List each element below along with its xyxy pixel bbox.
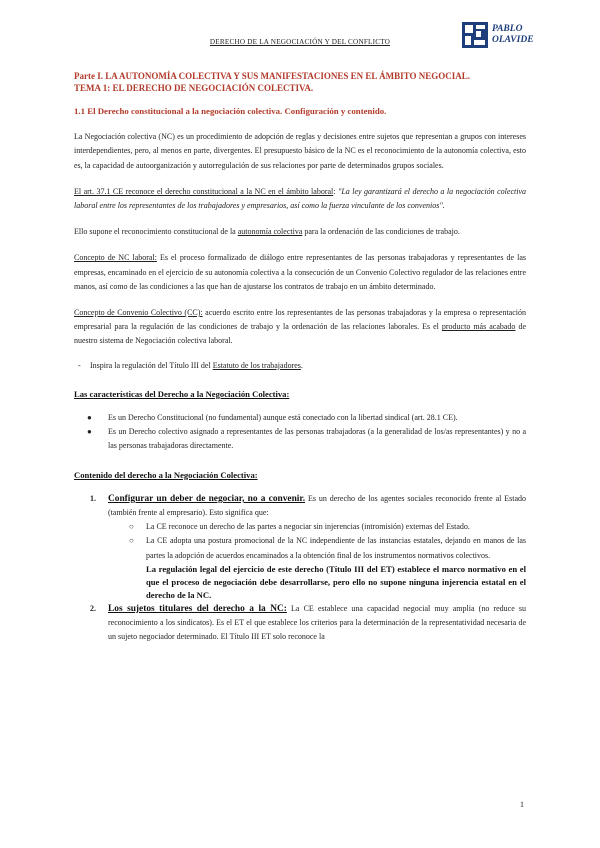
text-segment: Ello supone el reconocimiento constitucional de la — [74, 227, 238, 237]
sub-item — [74, 534, 526, 562]
item-number: 2. — [90, 603, 96, 613]
bullet-icon: ● — [87, 427, 92, 437]
paragraph-nc-definition: La Negociación colectiva (NC) es un procedimiento de adopción de reglas y decisiones entre sujetos que representan a grupos con intereses interdependientes, pero, al menos en parte, divergentes. El presupuesto básico de la NC es el reconocimiento de la autonomía colectiva, esto es, la capacidad de autoorganización y autorregulación de sus relaciones por parte de determinados grupos sociales. — [74, 132, 526, 170]
part-title: Parte I. LA AUTONOMÍA COLECTIVA Y SUS MANIFESTACIONES EN EL ÁMBITO NEGOCIAL. — [74, 71, 470, 81]
autonomia-colectiva-term: autonomía colectiva — [237, 227, 303, 237]
list-item — [74, 411, 526, 425]
text-segment: Inspira la regulación del Título III del — [90, 360, 213, 370]
text-segment: de nuestro sistema de Negociación colectiva laboral. — [74, 322, 526, 346]
numbered-item-2 — [74, 602, 526, 645]
paragraph-concepto-cc — [74, 306, 526, 349]
circle-bullet-icon: ○ — [129, 536, 134, 546]
art-37-quote: "La ley garantizará el derecho a la negociación colectiva laboral entre los representantes de los trabajadores y empresarios, así como la fuerza vinculante de los convenios". — [74, 186, 526, 211]
text-segment: . — [300, 360, 303, 370]
logo-mark-icon — [462, 22, 488, 48]
logo-line-1: PABLO — [492, 24, 523, 34]
page-number: 1 — [520, 800, 524, 809]
sub-item-text: La CE reconoce un derecho de las partes a negociar sin injerencias (intromisión) externas del Estado. — [146, 522, 470, 532]
text-segment: acuerdo escrito entre los representantes de las personas trabajadoras y la empresa o representación empresarial para la regulación de las condiciones de trabajo y la ordenación de las relaciones laborales. Es el — [74, 308, 526, 332]
art-37-reference: El art. 37.1 CE reconoce el derecho constitucional a la NC en el ámbito laboral — [74, 186, 334, 196]
heading-caracteristicas: Las características del Derecho a la Negociación Colectiva: — [74, 388, 290, 399]
logo-line-2: OLAVIDE — [492, 35, 534, 45]
tema-title: TEMA 1: EL DERECHO DE NEGOCIACIÓN COLECTIVA. — [74, 83, 314, 93]
circle-bullet-icon: ○ — [129, 522, 134, 532]
paragraph-art-37 — [74, 185, 526, 213]
header-title: DERECHO DE LA NEGOCIACIÓN Y DEL CONFLICTO — [209, 38, 391, 46]
list-item-text: Es un Derecho colectivo asignado a representantes de las personas trabajadoras (a la generalidad de los/as representantes) y no a las personas trabajadoras directamente. — [108, 427, 526, 451]
separator: : — [333, 186, 338, 196]
item-2-text: La CE establece una capacidad negocial muy amplia (no reduce su reconocimiento a los sindicatos). Es el ET el que establece los criterios para la determinación de la representatividad necesaria de un sujeto negociador determinado. El Título III ET solo reconoce la — [108, 603, 527, 642]
estatuto-term: Estatuto de los trabajadores — [212, 360, 301, 370]
numbered-item-1 — [74, 492, 526, 520]
section-title: 1.1 El Derecho constitucional a la negociación colectiva. Configuración y contenido. — [74, 106, 387, 116]
list-item — [74, 425, 526, 453]
sub-item — [74, 520, 526, 534]
heading-contenido: Contenido del derecho a la Negociación Colectiva: — [74, 469, 258, 480]
item-2-title: Los sujetos titulares del derecho a la NC: — [108, 603, 287, 614]
concepto-nc-label: Concepto de NC laboral: — [74, 253, 157, 263]
characteristics-list — [74, 411, 526, 454]
text-segment: para la ordenación de las condiciones de trabajo. — [302, 227, 460, 237]
paragraph-autonomia — [74, 225, 526, 239]
university-logo — [462, 22, 542, 48]
document-body — [74, 70, 526, 644]
bold-note: La regulación legal del ejercicio de este derecho (Título III del ET) establece el marco normativo en el que el proceso de negociación debe desarrollarse, pero ello no supone ninguna injerencia estatal en el derecho de la NC. — [146, 563, 526, 600]
item-1-title: Configurar un deber de negociar, no a convenir. — [108, 493, 306, 504]
concepto-cc-label: Concepto de Convenio Colectivo (CC): — [74, 308, 203, 318]
producto-acabado-term: producto más acabado — [441, 322, 516, 332]
list-item-text: Es un Derecho Constitucional (no fundamental) aunque está conectado con la libertad sindical (art. 28.1 CE). — [108, 413, 458, 423]
item-1-text: Es un derecho de los agentes sociales reconocido frente al Estado (también frente al empresario). Esto significa que: — [108, 493, 526, 518]
paragraph-concepto-nc — [74, 251, 526, 294]
logo-text — [492, 24, 542, 46]
dash-item-estatuto — [74, 359, 526, 373]
item-number: 1. — [90, 493, 96, 503]
sub-item-text: La CE adopta una postura promocional de la NC independiente de las instancias estatales, dejando en manos de las partes la adopción de acuerdos encaminados a la obtención final de los instrumentos normativos colectivos. — [146, 536, 526, 560]
text-segment: Es el proceso formalizado de diálogo entre representantes de las personas trabajadoras y representantes de las empresas, encaminado en el ejercicio de su autonomía colectiva a la consecución de un Convenio Colectivo regulador de las relaciones entre manos, así como de las condiciones a las que han de ajustarse los contratos de trabajo en un ámbito determinado. — [74, 253, 526, 291]
bullet-icon: ● — [87, 413, 92, 423]
